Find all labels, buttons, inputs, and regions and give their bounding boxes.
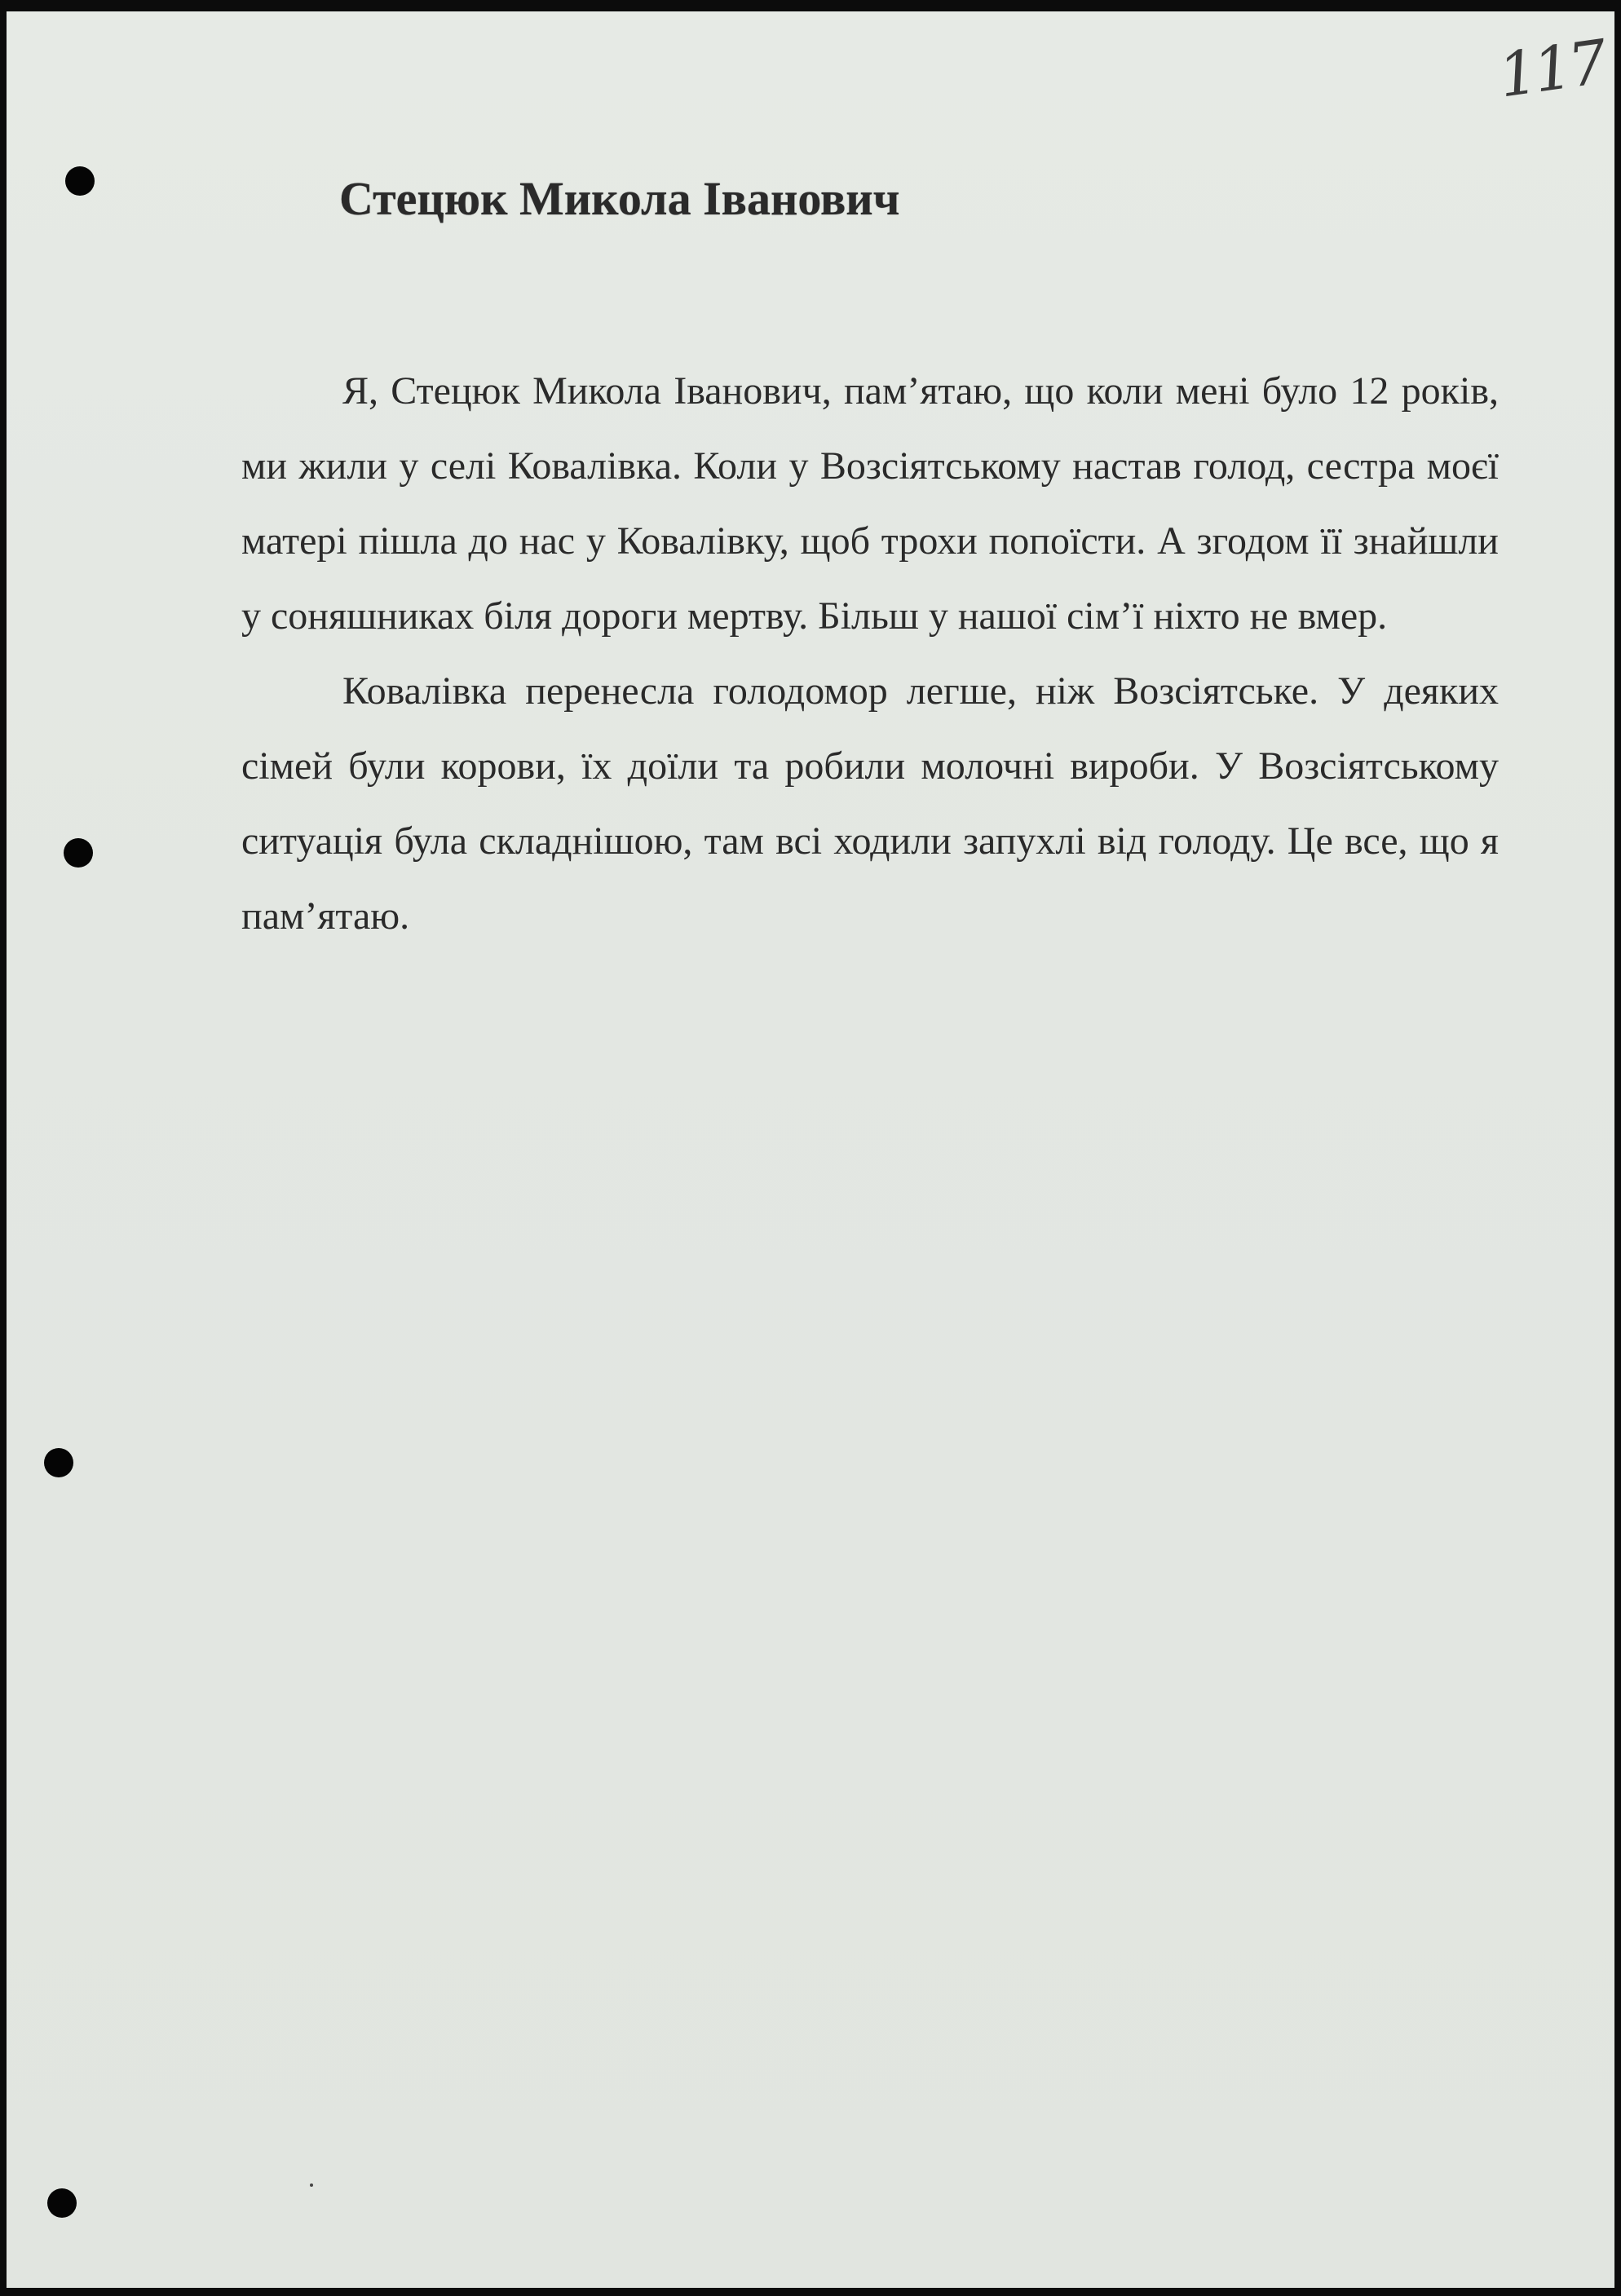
- paragraph: Я, Стецюк Микола Іванович, пам’ятаю, що коли мені було 12 років, ми жили у селі Ковалівка. Коли у Возсіятському настав голод, сестра моєї матері пішла до нас у Ковалівку, щоб трохи попоїсти. А згодом її знайшли у соняшниках біля дороги мертву. Більш у нашої сім’ї ніхто не вмер.: [241, 369, 1499, 638]
- document-title: Стецюк Микола Іванович: [339, 172, 900, 225]
- punch-hole: [65, 166, 95, 196]
- paper-speck: [310, 2183, 313, 2187]
- document-page: [7, 11, 1614, 2288]
- handwritten-page-number: 117: [1494, 27, 1609, 112]
- document-body: [241, 354, 1499, 954]
- punch-hole: [64, 838, 93, 868]
- paragraph: Ковалівка перенесла голодомор легше, ніж Возсіятське. У деяких сімей були корови, їх доїли та робили молочні вироби. У Возсіятському ситуація була складнішою, там всі ходили запухлі від голоду. Це все, що я пам’ятаю.: [241, 669, 1499, 938]
- punch-hole: [44, 1448, 73, 1477]
- punch-hole: [47, 2188, 77, 2218]
